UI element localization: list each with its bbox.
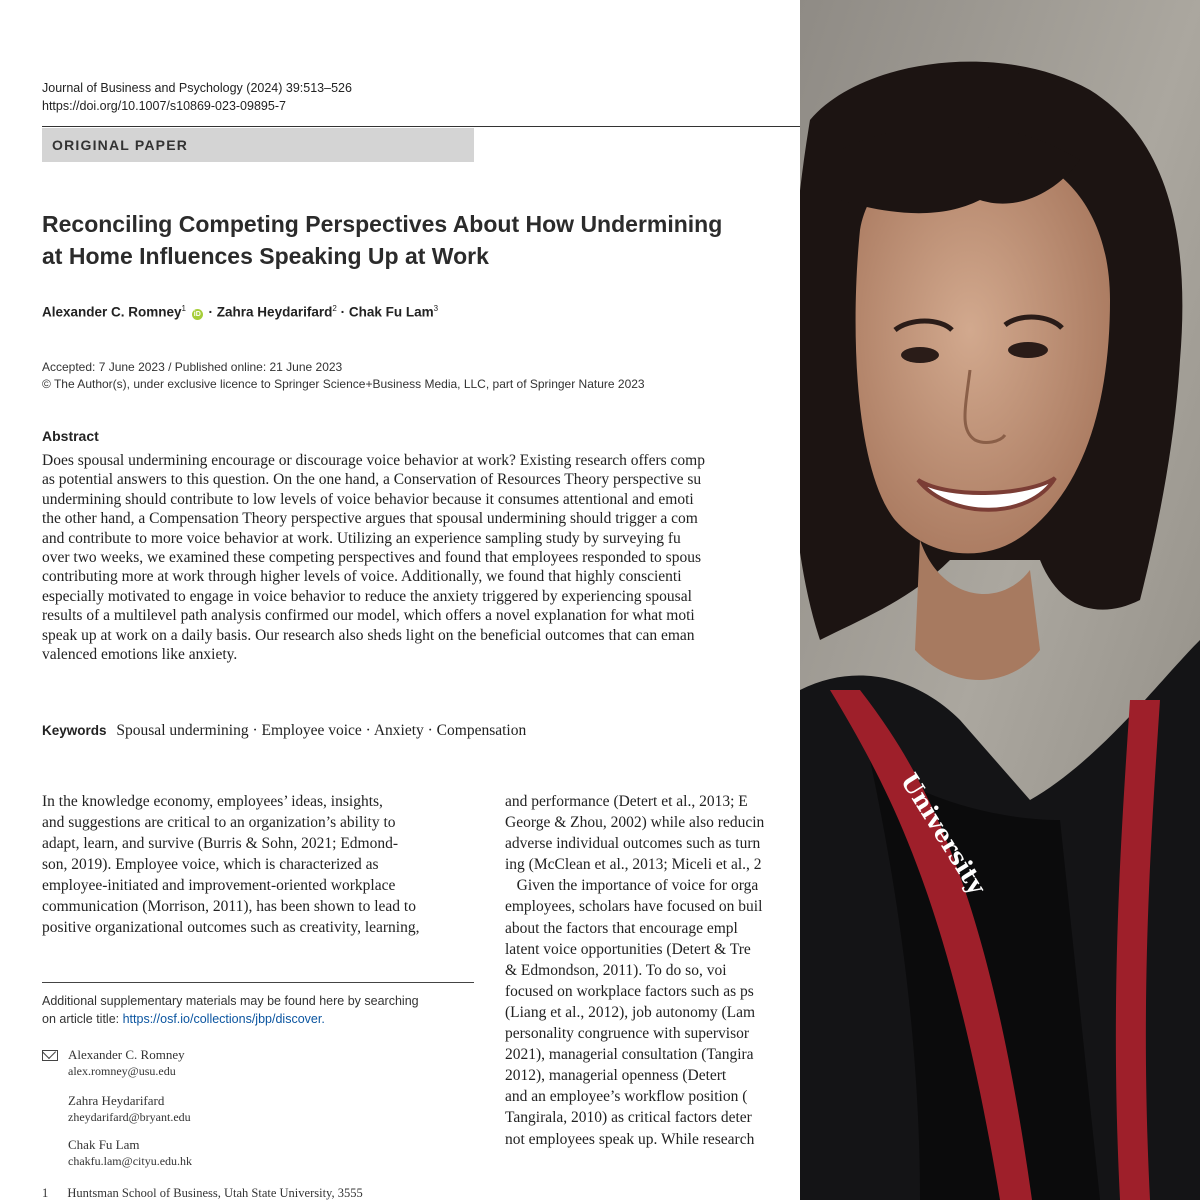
abstract-line: and contribute to more voice behavior at work. Utilizing an experience sampling study by surveying fu	[42, 529, 681, 547]
body-line: and an employee’s workflow position (	[505, 1088, 748, 1106]
abstract-body	[42, 451, 705, 664]
author-list	[42, 304, 438, 320]
section-label-band	[42, 128, 474, 162]
abstract-line: results of a multilevel path analysis confirmed our model, which offers a novel explanation for what moti	[42, 607, 695, 625]
orcid-icon[interactable]: iD	[193, 310, 201, 318]
journal-header	[42, 79, 352, 115]
abstract-line: as potential answers to this question. On the one hand, a Conservation of Resources Theory perspective su	[42, 471, 702, 489]
body-line: & Edmondson, 2011). To do so, voi	[505, 961, 727, 979]
abstract-line: especially motivated to engage in voice behavior to reduce the anxiety triggered by experiencing spousal	[42, 587, 692, 605]
title-line: at Home Influences Speaking Up at Work	[42, 243, 489, 269]
section-label: ORIGINAL PAPER	[52, 137, 189, 153]
affiliation-mark: 2	[332, 304, 337, 313]
affiliation-footnote	[42, 1186, 363, 1200]
portrait-illustration	[800, 0, 1200, 1200]
body-line: not employees speak up. While research	[505, 1130, 755, 1148]
body-line: communication (Morrison, 2011), has been shown to lead to	[42, 898, 416, 915]
abstract-line: contributing more at work through higher levels of voice. Additionally, we found that highly conscienti	[42, 568, 682, 586]
body-line: adverse individual outcomes such as turn	[505, 835, 761, 853]
affiliation-text: Huntsman School of Business, Utah State University, 3555	[67, 1186, 363, 1200]
body-line: adapt, learn, and survive (Burris & Sohn, 2021; Edmond-	[42, 835, 399, 852]
body-line: employees, scholars have focused on buil	[505, 898, 763, 916]
header-rule	[42, 126, 800, 127]
right-eye	[1008, 342, 1048, 358]
contact-block	[68, 1046, 185, 1080]
body-line: Tangirala, 2010) as critical factors deter	[505, 1109, 752, 1127]
abstract-line: valenced emotions like anxiety.	[42, 646, 238, 664]
body-line: (Liang et al., 2012), job autonomy (Lam	[505, 1003, 756, 1021]
body-line: focused on workplace factors such as ps	[505, 982, 754, 1000]
author-portrait-photo	[800, 0, 1200, 1200]
author-name[interactable]: Chak Fu Lam	[348, 304, 434, 320]
contact-email[interactable]: alex.romney@usu.edu	[68, 1064, 176, 1078]
body-column-left	[42, 791, 420, 938]
author-separator: ·	[340, 304, 346, 320]
copyright-notice: © The Author(s), under exclusive licence to Springer Science+Business Media, LLC, part of Springer Nature 2023	[42, 377, 645, 391]
paper-title	[42, 208, 722, 272]
supplementary-link[interactable]: https://osf.io/collections/jbp/discover.	[122, 1012, 325, 1026]
contact-name: Zahra Heydarifard	[68, 1093, 165, 1108]
keywords-label: Keywords	[42, 723, 107, 738]
keywords	[42, 722, 526, 740]
keywords-text: Spousal undermining · Employee voice · Anxiety · Compensation	[116, 722, 527, 739]
body-line: George & Zhou, 2002) while also reducin	[505, 814, 765, 832]
body-line: In the knowledge economy, employees’ ideas, insights,	[42, 793, 383, 810]
body-line: positive organizational outcomes such as creativity, learning,	[42, 919, 420, 936]
publication-dates: Accepted: 7 June 2023 / Published online: 21 June 2023	[42, 360, 343, 374]
author-name[interactable]: Alexander C. Romney	[42, 304, 182, 320]
body-line: and performance (Detert et al., 2013; E	[505, 793, 748, 810]
abstract-line: speak up at work on a daily basis. Our research also sheds light on the beneficial outcomes that can eman	[42, 626, 695, 644]
supplementary-line: Additional supplementary materials may be found here by searching	[42, 994, 419, 1008]
footnote-rule	[42, 982, 474, 983]
body-line: employee-initiated and improvement-oriented workplace	[42, 877, 396, 894]
body-line: latent voice opportunities (Detert & Tre	[505, 940, 751, 958]
journal-citation: Journal of Business and Psychology (2024) 39:513–526	[42, 81, 352, 95]
left-eye	[901, 347, 939, 363]
abstract-line: undermining should contribute to low levels of voice behavior because it consumes attentional and emoti	[42, 490, 694, 508]
contact-name: Chak Fu Lam	[68, 1137, 140, 1152]
supplementary-prefix: on article title:	[42, 1012, 120, 1026]
body-line: Given the importance of voice for orga	[505, 877, 759, 895]
affiliation-number: 1	[42, 1186, 49, 1200]
affiliation-mark: 3	[433, 304, 439, 313]
contact-block	[68, 1136, 192, 1170]
author-name[interactable]: Zahra Heydarifard	[216, 304, 333, 320]
body-line: 2012), managerial openness (Detert	[505, 1067, 727, 1085]
title-line: Reconciling Competing Perspectives About How Undermining	[42, 211, 723, 237]
contact-email[interactable]: chakfu.lam@cityu.edu.hk	[68, 1154, 193, 1168]
body-column-right	[505, 791, 764, 1150]
affiliation-mark: 1	[181, 304, 186, 313]
envelope-icon	[42, 1050, 58, 1061]
supplementary-note	[42, 992, 419, 1028]
abstract-line: the other hand, a Compensation Theory perspective argues that spousal undermining should trigger a com	[42, 510, 698, 528]
body-line: about the factors that encourage empl	[505, 919, 738, 937]
author-separator: ·	[208, 304, 214, 320]
body-line: personality congruence with supervisor	[505, 1025, 750, 1043]
publication-meta	[42, 359, 645, 393]
body-line: 2021), managerial consultation (Tangira	[505, 1046, 754, 1064]
body-line: ing (McClean et al., 2013; Miceli et al., 2	[505, 856, 762, 874]
lanyard-text: University	[894, 767, 993, 900]
contact-email[interactable]: zheydarifard@bryant.edu	[68, 1110, 191, 1124]
contact-block	[68, 1092, 191, 1126]
body-line: and suggestions are critical to an organization’s ability to	[42, 814, 396, 831]
doi-link[interactable]: https://doi.org/10.1007/s10869-023-09895-7	[42, 99, 286, 113]
abstract-line: over two weeks, we examined these competing perspectives and found that employees responded to spous	[42, 549, 701, 567]
body-line: son, 2019). Employee voice, which is characterized as	[42, 856, 379, 873]
abstract-heading: Abstract	[42, 428, 99, 444]
contact-name: Alexander C. Romney	[68, 1047, 185, 1062]
abstract-line: Does spousal undermining encourage or discourage voice behavior at work? Existing research offers comp	[42, 452, 705, 469]
